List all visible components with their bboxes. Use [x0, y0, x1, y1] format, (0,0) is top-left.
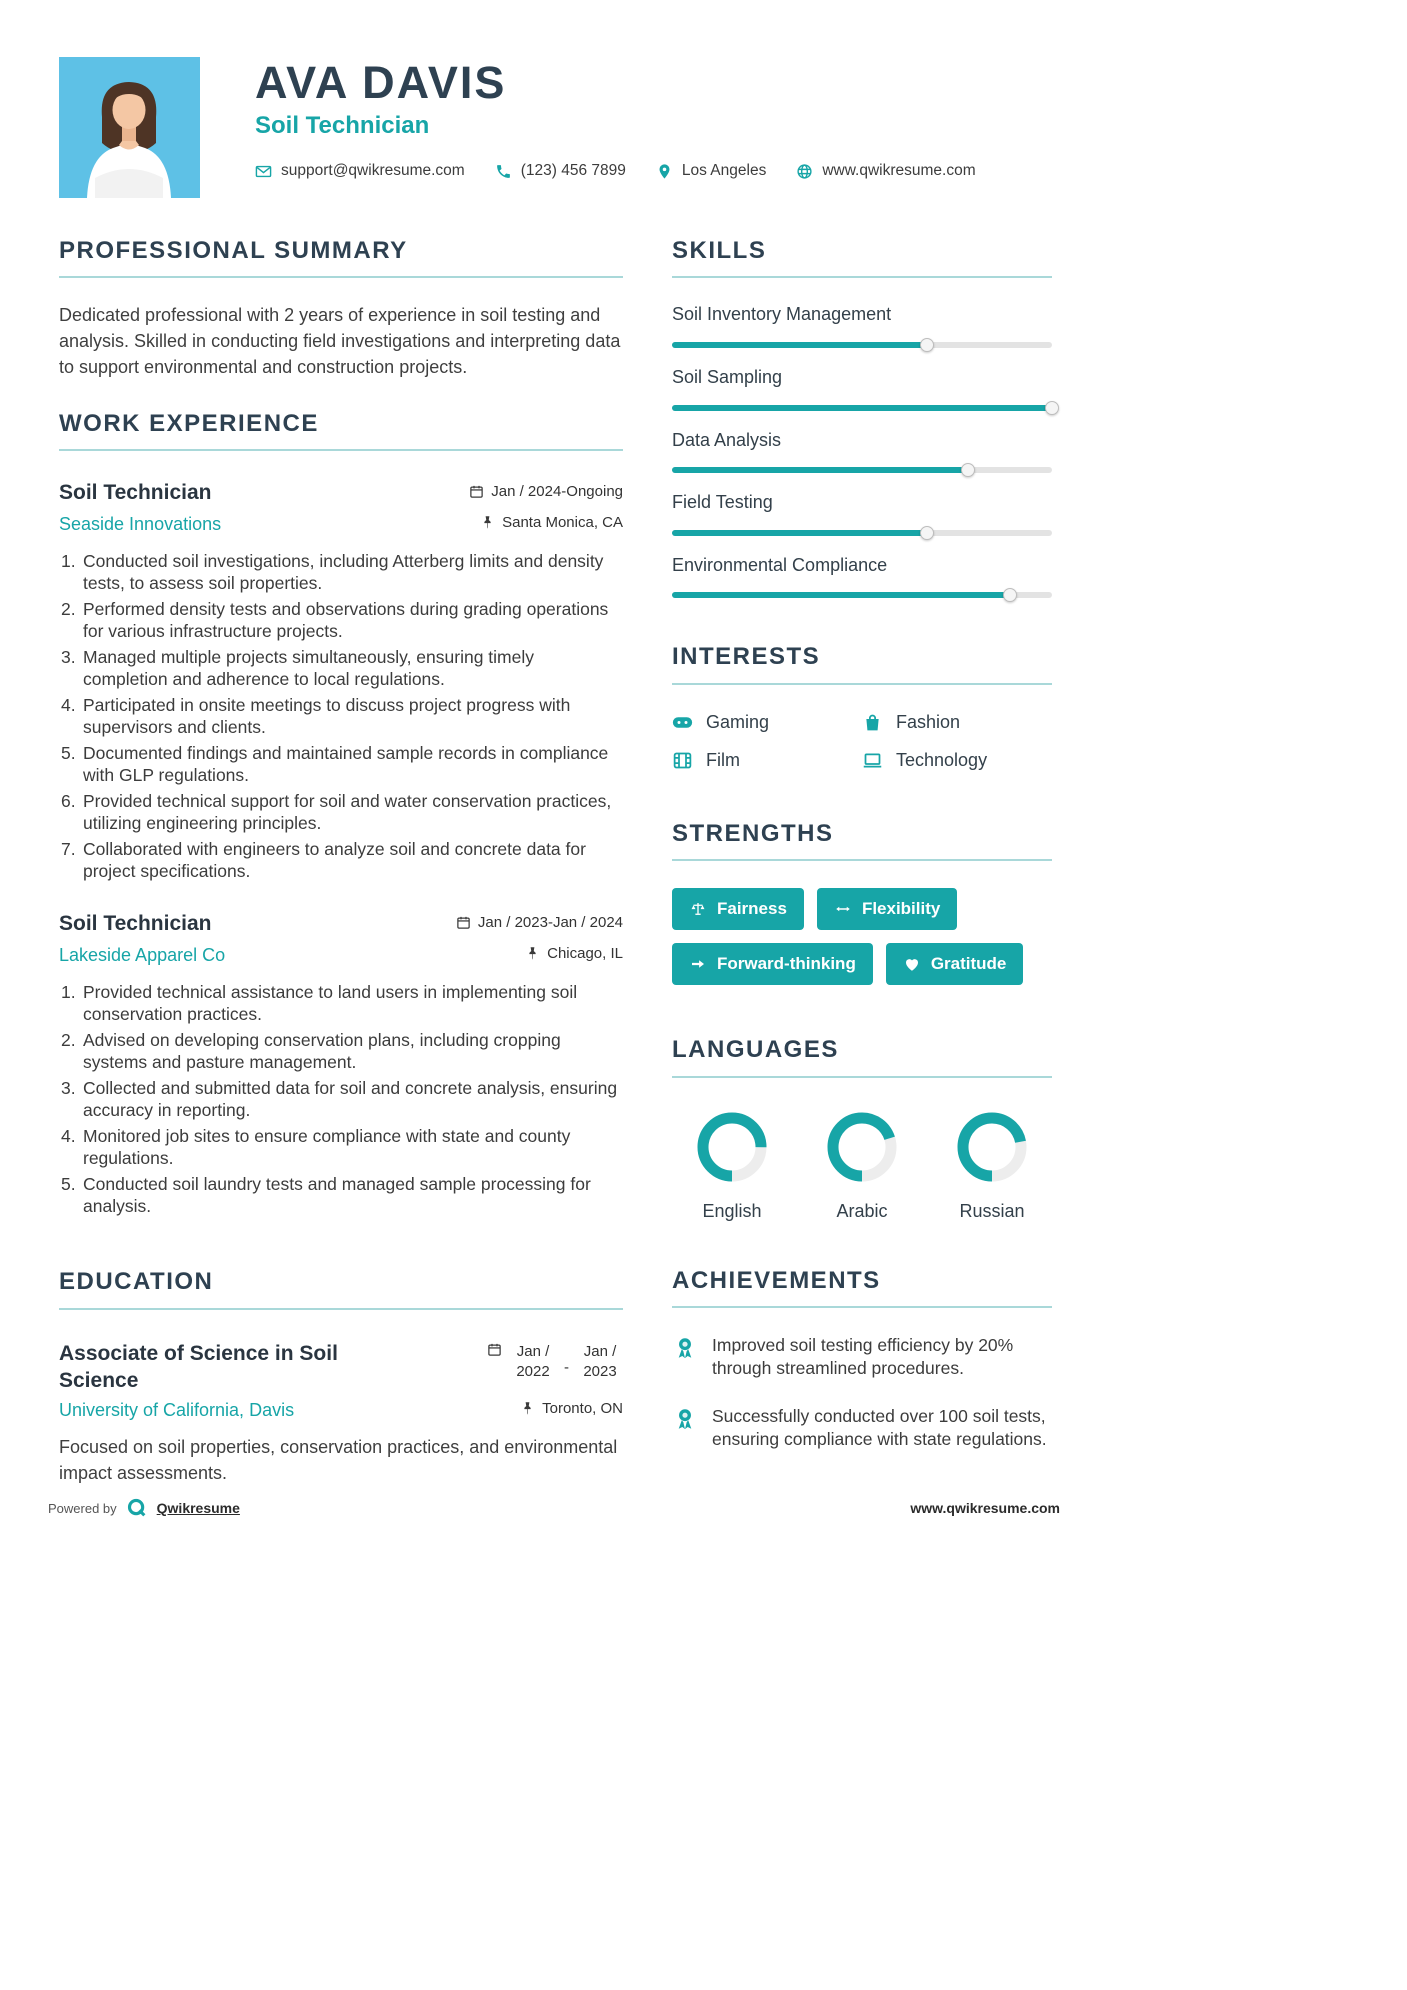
medal-icon [672, 1406, 698, 1432]
skill-slider-fill [672, 342, 927, 348]
language-donut [695, 1110, 769, 1184]
strengths-heading: STRENGTHS [672, 819, 834, 847]
job-bullet: Collected and submitted data for soil and concrete analysis, ensuring accuracy in reporting. [83, 1078, 618, 1120]
language-label: Russian [959, 1200, 1025, 1221]
skill-slider[interactable] [672, 405, 1052, 411]
resume-page [59, 57, 1052, 1486]
job-dates [456, 914, 623, 931]
interest-label: Gaming [706, 711, 770, 732]
skill-slider-handle[interactable] [1003, 588, 1017, 602]
achievement-item [672, 1334, 1052, 1380]
contact-website-text: www.qwikresume.com [822, 162, 976, 180]
strengths-section [672, 821, 1052, 985]
job-bullet: Performed density tests and observations during grading operations for various infrastructure projects. [83, 599, 609, 641]
job-bullet: Monitored job sites to ensure compliance with state and county regulations. [83, 1126, 571, 1168]
contact-location [656, 162, 766, 180]
section-divider [59, 1308, 623, 1310]
resume-header [59, 57, 1052, 198]
candidate-name: AVA DAVIS [255, 57, 507, 108]
achievement-text: Improved soil testing efficiency by 20% through streamlined procedures. [712, 1334, 1014, 1378]
job-location [525, 945, 623, 962]
contact-location-text: Los Angeles [681, 162, 767, 180]
language-item [936, 1110, 1048, 1222]
skills-section [672, 238, 1052, 598]
pin-icon [480, 515, 495, 530]
job-entry [59, 912, 623, 1217]
pin-icon [520, 1401, 535, 1416]
skill-item [672, 430, 1052, 474]
education-location [520, 1400, 623, 1417]
profile-photo-image [59, 57, 200, 198]
skill-item [672, 367, 1052, 411]
strength-chip [672, 943, 873, 985]
achievement-item [672, 1405, 1052, 1451]
contact-email-text: support@qwikresume.com [281, 162, 465, 180]
languages-heading: LANGUAGES [672, 1036, 839, 1064]
education-date-start: Jan / 2022 [516, 1342, 550, 1380]
job-entry [59, 481, 623, 882]
achievements-heading: ACHIEVEMENTS [672, 1266, 881, 1294]
medal-icon [672, 1335, 698, 1361]
contact-phone[interactable] [495, 162, 626, 180]
education-dates [487, 1342, 623, 1395]
strength-label: Gratitude [930, 954, 1007, 974]
section-divider [59, 276, 623, 278]
calendar-icon [487, 1342, 502, 1357]
left-column [59, 238, 623, 1486]
job-dates-text: Jan / 2023-Jan / 2024 [477, 914, 623, 932]
interests-section [672, 644, 1052, 770]
candidate-title: Soil Technician [255, 112, 430, 140]
experience-heading: WORK EXPERIENCE [59, 409, 319, 437]
heart-icon [903, 955, 921, 973]
job-bullet: Conducted soil laundry tests and managed sample processing for analysis. [83, 1174, 591, 1216]
interest-label: Technology [896, 749, 988, 770]
footer-powered-by [48, 1497, 240, 1519]
section-divider [672, 1306, 1052, 1308]
contact-phone-text: (123) 456 7899 [520, 162, 626, 180]
location-icon [656, 163, 673, 180]
job-bullets [59, 982, 623, 1217]
skill-slider-fill [672, 467, 968, 473]
interest-item [862, 712, 1052, 733]
education-date-end: Jan / 2023 [583, 1342, 617, 1380]
skill-item [672, 304, 1052, 348]
job-bullet: Documented findings and maintained sample records in compliance with GLP regulations. [83, 743, 609, 785]
summary-heading: PROFESSIONAL SUMMARY [59, 237, 408, 264]
resume-body [59, 238, 1052, 1486]
job-company: Seaside Innovations [59, 513, 222, 534]
interest-item [672, 712, 862, 733]
interest-label: Film [706, 749, 740, 770]
right-column [672, 238, 1052, 1451]
job-bullet: Collaborated with engineers to analyze soil and concrete data for project specifications. [83, 839, 586, 881]
skill-slider-fill [672, 530, 927, 536]
footer-website-link[interactable]: www.qwikresume.com [910, 1500, 1060, 1516]
strength-chip [817, 888, 957, 930]
language-donut [955, 1110, 1029, 1184]
degree-title: Associate of Science in Soil Science [59, 1341, 338, 1393]
header-info [255, 57, 976, 198]
section-divider [672, 1076, 1052, 1078]
achievements-section [672, 1268, 1052, 1451]
section-divider [672, 276, 1052, 278]
school-name: University of California, Davis [59, 1400, 295, 1421]
education-section [59, 1269, 623, 1485]
section-divider [59, 449, 623, 451]
strength-chip [886, 943, 1024, 985]
job-dates-text: Jan / 2024-Ongoing [491, 482, 623, 500]
skill-slider-fill [672, 405, 1052, 411]
phone-icon [495, 163, 512, 180]
interest-item [672, 750, 862, 771]
language-label: Arabic [836, 1200, 888, 1221]
skills-heading: SKILLS [672, 237, 767, 264]
skill-slider[interactable] [672, 530, 1052, 536]
laptop-icon [862, 750, 883, 771]
arrow-right-icon [689, 955, 707, 973]
job-bullet: Managed multiple projects simultaneously, ensuring timely completion and adherence to local regulations. [83, 647, 535, 689]
skill-label: Data Analysis [672, 429, 782, 450]
qwikresume-brand-link[interactable]: Qwikresume [156, 1500, 240, 1516]
language-donut [825, 1110, 899, 1184]
language-item [806, 1110, 918, 1222]
job-title: Soil Technician [59, 480, 212, 504]
interests-heading: INTERESTS [672, 643, 821, 671]
job-company: Lakeside Apparel Co [59, 945, 226, 966]
skill-slider[interactable] [672, 467, 1052, 473]
strength-chip [672, 888, 804, 930]
skill-slider-handle[interactable] [920, 338, 934, 352]
summary-section [59, 238, 623, 381]
skill-item [672, 555, 1052, 599]
double-arrow-icon [834, 900, 852, 918]
job-bullets [59, 551, 623, 882]
skill-label: Soil Sampling [672, 366, 783, 387]
job-bullet: Provided technical assistance to land users in implementing soil conservation practices. [83, 982, 578, 1024]
email-icon [255, 163, 272, 180]
scales-icon [689, 900, 707, 918]
fashion-bag-icon [862, 712, 883, 733]
interest-label: Fashion [896, 711, 961, 732]
film-icon [672, 750, 693, 771]
strength-label: Forward-thinking [717, 954, 856, 974]
calendar-icon [456, 915, 471, 930]
skill-label: Environmental Compliance [672, 554, 888, 575]
skill-slider-handle[interactable] [961, 463, 975, 477]
skill-slider[interactable] [672, 342, 1052, 348]
education-location-text: Toronto, ON [542, 1400, 623, 1418]
skill-slider-handle[interactable] [1045, 401, 1059, 415]
job-bullet: Participated in onsite meetings to discuss project progress with supervisors and clients. [83, 695, 571, 737]
job-dates [469, 483, 623, 500]
strength-label: Fairness [717, 899, 787, 919]
contact-email[interactable] [255, 162, 465, 180]
strength-label: Flexibility [861, 899, 941, 919]
language-item [676, 1110, 788, 1222]
job-title: Soil Technician [59, 912, 212, 936]
job-bullet: Conducted soil investigations, including Atterberg limits and density tests, to assess soil properties. [83, 550, 604, 593]
contact-row [255, 162, 976, 180]
education-heading: EDUCATION [59, 1268, 214, 1296]
experience-section [59, 411, 623, 1218]
interest-item [862, 750, 1052, 771]
section-divider [672, 683, 1052, 685]
contact-website[interactable] [796, 162, 975, 180]
education-description: Focused on soil properties, conservation practices, and environmental impact assessments. [59, 1437, 618, 1483]
achievement-text: Successfully conducted over 100 soil tests, ensuring compliance with state regulations. [712, 1406, 1047, 1450]
job-bullet: Advised on developing conservation plans, including cropping systems and pasture management. [83, 1030, 561, 1072]
profile-photo [59, 57, 200, 198]
calendar-icon [469, 484, 484, 499]
qwikresume-logo-icon [126, 1497, 148, 1519]
gamepad-icon [672, 712, 693, 733]
job-bullet: Provided technical support for soil and water conservation practices, utilizing engineering principles. [83, 791, 612, 833]
section-divider [672, 859, 1052, 861]
pin-icon [525, 946, 540, 961]
job-location-text: Santa Monica, CA [502, 513, 623, 531]
skill-slider-fill [672, 592, 1010, 598]
page-footer [48, 1497, 1060, 1519]
globe-icon [796, 163, 813, 180]
powered-by-label: Powered by [48, 1500, 117, 1516]
job-location [480, 514, 623, 531]
skill-slider-handle[interactable] [920, 526, 934, 540]
skill-item [672, 492, 1052, 536]
skill-slider[interactable] [672, 592, 1052, 598]
skill-label: Field Testing [672, 492, 773, 513]
education-date-separator: - [564, 1358, 569, 1376]
language-label: English [702, 1200, 762, 1221]
summary-text: Dedicated professional with 2 years of experience in soil testing and analysis. Skilled in conducting field investigations and interpreting data to support environmental and construction projects. [59, 305, 621, 377]
skill-label: Soil Inventory Management [672, 304, 892, 325]
languages-section [672, 1037, 1052, 1221]
job-location-text: Chicago, IL [547, 945, 623, 963]
